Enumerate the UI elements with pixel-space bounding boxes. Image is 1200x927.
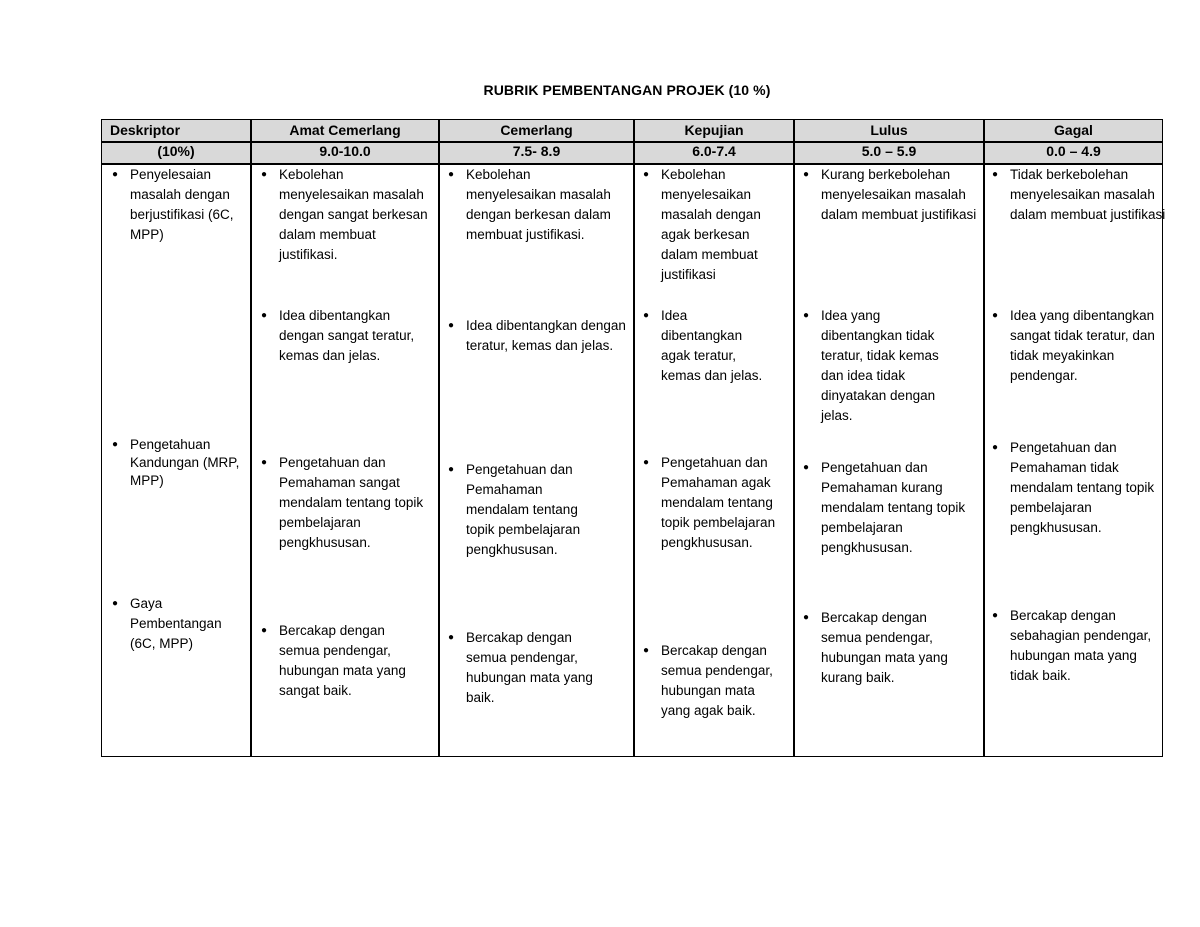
- bullet-icon: ●: [992, 610, 999, 621]
- criteria-item: ● Pengetahuan dan Pemahaman tidak mendalam tentang topik pembelajaran pengkhususan.: [992, 440, 1155, 535]
- bullet-icon: ●: [643, 457, 650, 468]
- criteria-item: ● Bercakap dengan semua pendengar, hubungan mata yang agak baik.: [643, 643, 773, 718]
- bullet-icon: ●: [261, 625, 268, 636]
- bullet-icon: ●: [448, 169, 455, 180]
- page-title: RUBRIK PEMBENTANGAN PROJEK (10 %): [483, 82, 771, 98]
- bullet-icon: ●: [261, 169, 268, 180]
- criteria-item: ● Idea yang dibentangkan sangat tidak teratur, dan tidak meyakinkan pendengar.: [992, 308, 1155, 383]
- bullet-icon: ●: [992, 169, 999, 180]
- score-lulus: 5.0 – 5.9: [861, 143, 917, 159]
- bullet-icon: ●: [112, 169, 119, 180]
- header-cemerlang: Cemerlang: [500, 122, 573, 138]
- score-amat-cemerlang: 9.0-10.0: [319, 143, 371, 159]
- header-kepujian: Kepujian: [684, 122, 744, 138]
- header-lulus: Lulus: [870, 122, 908, 138]
- bullet-icon: ●: [803, 462, 810, 473]
- criteria-item: ● Kebolehan menyelesaikan masalah dengan agak berkesan dalam membuat justifikasi: [643, 167, 761, 282]
- criteria-item: ● Pengetahuan dan Pemahaman agak mendalam tentang topik pembelajaran pengkhususan.: [643, 455, 776, 550]
- criteria-item: ● Idea dibentangkan dengan teratur, kemas dan jelas.: [448, 318, 626, 353]
- bullet-icon: ●: [803, 169, 810, 180]
- rubric-table: [101, 119, 1166, 757]
- column-divider: [633, 120, 635, 756]
- bullet-icon: ●: [448, 464, 455, 475]
- score-cemerlang: 7.5- 8.9: [512, 143, 561, 159]
- bullet-icon: ●: [992, 442, 999, 453]
- criteria-item: ● Tidak berkebolehan menyelesaikan masalah dalam membuat justifikasi: [992, 167, 1166, 222]
- column-divider: [438, 120, 440, 756]
- score-weight: (10%): [157, 143, 195, 159]
- bullet-icon: ●: [643, 645, 650, 656]
- criteria-item: ● Pengetahuan dan Pemahaman mendalam tentang topik pembelajaran pengkhususan.: [448, 462, 581, 557]
- descriptor-item: ● Gaya Pembentangan (6C, MPP): [112, 596, 222, 651]
- criteria-item: ● Bercakap dengan sebahagian pendengar, hubungan mata yang tidak baik.: [992, 608, 1152, 683]
- criteria-item: ● Kebolehan menyelesaikan masalah dengan berkesan dalam membuat justifikasi.: [448, 167, 611, 242]
- criteria-item: ● Idea dibentangkan dengan sangat teratur, kemas dan jelas.: [261, 308, 415, 363]
- bullet-icon: ●: [448, 320, 455, 331]
- criteria-item: ● Idea dibentangkan agak teratur, kemas dan jelas.: [643, 308, 763, 383]
- criteria-item: ● Pengetahuan dan Pemahaman sangat mendalam tentang topik pembelajaran pengkhususan.: [261, 455, 424, 550]
- score-gagal: 0.0 – 4.9: [1046, 143, 1101, 159]
- descriptor-item: ● Penyelesaian masalah dengan berjustifikasi (6C, MPP): [112, 167, 234, 242]
- column-divider: [793, 120, 795, 756]
- bullet-icon: ●: [112, 598, 119, 609]
- criteria-item: ● Bercakap dengan semua pendengar, hubungan mata yang sangat baik.: [261, 623, 406, 698]
- bullet-icon: ●: [448, 632, 455, 643]
- bullet-icon: ●: [261, 310, 268, 321]
- bullet-icon: ●: [643, 169, 650, 180]
- header-gagal: Gagal: [1054, 122, 1093, 138]
- bullet-icon: ●: [112, 439, 119, 450]
- bullet-icon: ●: [992, 310, 999, 321]
- criteria-item: ● Idea yang dibentangkan tidak teratur, tidak kemas dan idea tidak dinyatakan dengan jelas.: [803, 308, 939, 423]
- criteria-item: ● Kebolehan menyelesaikan masalah dengan sangat berkesan dalam membuat justifikasi.: [261, 167, 428, 262]
- column-divider: [250, 120, 252, 756]
- criteria-item: ● Kurang berkebolehan menyelesaikan masalah dalam membuat justifikasi: [803, 167, 977, 222]
- bullet-icon: ●: [261, 457, 268, 468]
- criteria-item: ● Bercakap dengan semua pendengar, hubungan mata yang kurang baik.: [803, 610, 948, 685]
- bullet-icon: ●: [803, 612, 810, 623]
- criteria-item: ● Pengetahuan dan Pemahaman kurang mendalam tentang topik pembelajaran pengkhususan.: [803, 460, 966, 555]
- descriptor-item: ● Pengetahuan Kandungan (MRP, MPP): [112, 437, 240, 488]
- bullet-icon: ●: [803, 310, 810, 321]
- score-kepujian: 6.0-7.4: [692, 143, 736, 159]
- bullet-icon: ●: [643, 310, 650, 321]
- criteria-item: ● Bercakap dengan semua pendengar, hubungan mata yang baik.: [448, 630, 593, 705]
- header-deskriptor: Deskriptor: [110, 122, 181, 138]
- column-divider: [983, 120, 985, 756]
- header-amat-cemerlang: Amat Cemerlang: [289, 122, 401, 138]
